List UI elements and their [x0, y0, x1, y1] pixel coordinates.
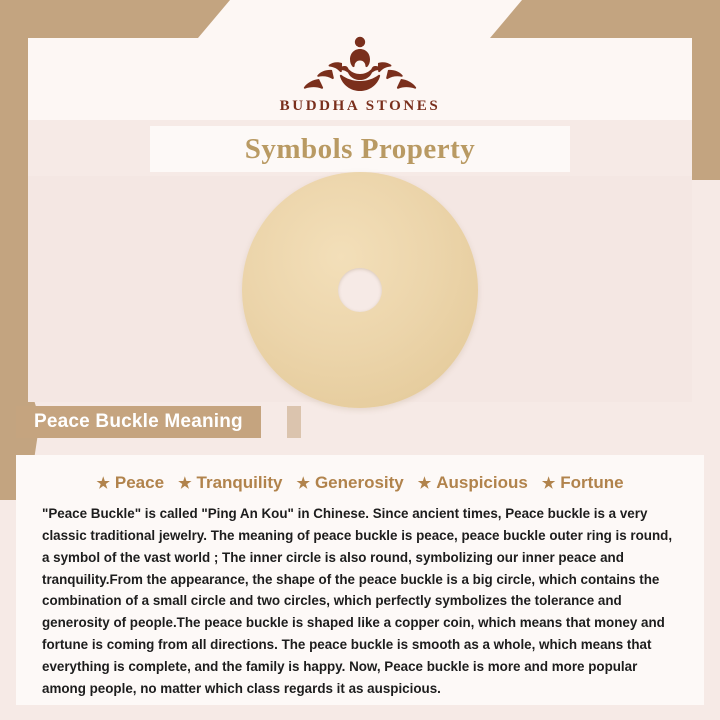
banner-tail-icon — [287, 406, 301, 438]
keyword-label: Fortune — [560, 473, 624, 492]
meaning-paragraph: "Peace Buckle" is called "Ping An Kou" in Chinese. Since ancient times, Peace buckle is a very classic traditional jewelry. The meaning of peace buckle is peace, peace buckle outer ring is round, a symbol of the vast world ; The inner circle is also round, symbolizing our inner peace and tranquility.From the appearance, the shape of the peace buckle is a big circle, which contains the combination of a small circle and two circles, which perfectly symbolizes the tolerance and generosity of people.The peace buckle is shaped like a copper coin, which means that money and fortune is coming from all directions. The peace buckle is smooth as a whole, which means that everything is complete, and the family is happy. Now, Peace buckle is more and more popular among people, no matter which class regards it as auspicious. — [42, 506, 673, 696]
list-item — [96, 473, 164, 493]
list-item — [296, 473, 403, 493]
section-label-banner — [16, 406, 261, 438]
keyword-label: Generosity — [314, 473, 404, 492]
star-icon: ★ — [541, 474, 556, 492]
brand-name: BUDDHA STONES — [279, 98, 441, 114]
list-item — [178, 473, 282, 493]
star-icon: ★ — [96, 474, 110, 492]
peace-buckle-disc-image — [242, 172, 478, 408]
list-item — [418, 473, 528, 493]
brand-logo — [0, 22, 720, 115]
meaning-card — [16, 455, 704, 705]
star-icon: ★ — [178, 474, 192, 492]
star-icon: ★ — [417, 474, 432, 492]
section-label-text: Peace Buckle Meaning — [34, 411, 243, 432]
bottom-edge-strip — [0, 705, 720, 720]
lotus-buddha-logo-icon — [275, 22, 445, 94]
keyword-label: Auspicious — [436, 473, 528, 492]
keyword-label: Peace — [114, 473, 165, 492]
page-title-text: Symbols Property — [244, 132, 476, 165]
keyword-list — [16, 455, 704, 493]
star-icon: ★ — [296, 474, 310, 492]
list-item — [542, 473, 624, 493]
disc-center-hole — [338, 268, 382, 312]
page-title — [150, 126, 570, 172]
keyword-label: Tranquility — [196, 473, 283, 492]
